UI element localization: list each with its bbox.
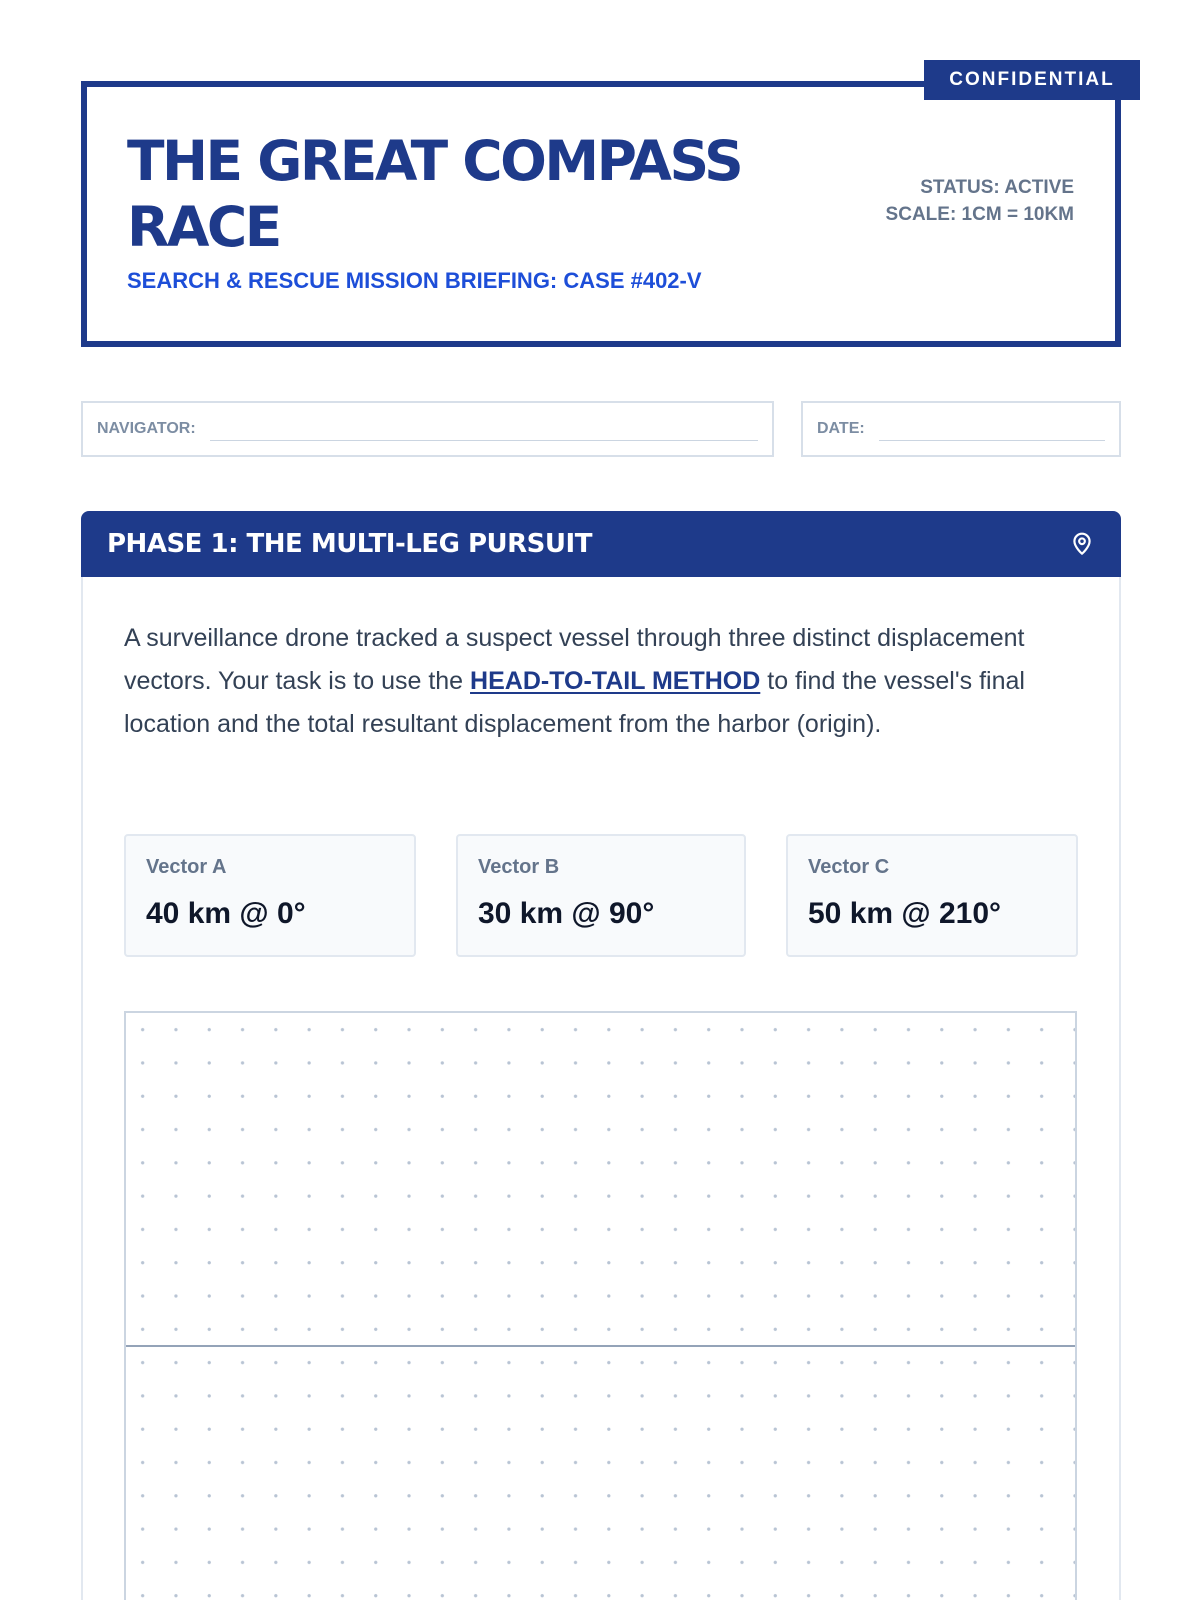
date-label: DATE: — [817, 420, 865, 437]
status-text: STATUS: ACTIVE — [920, 177, 1074, 198]
navigator-field[interactable] — [81, 401, 774, 457]
vector-c-label: Vector C — [808, 856, 890, 878]
status-block — [854, 174, 1074, 228]
vector-b-value: 30 km @ 90° — [478, 897, 655, 930]
vector-b-card — [456, 834, 746, 957]
intro-text-start: A surveillance drone tracked a suspect vessel through three distinct displacement vectors. Your task is to use the — [124, 624, 1025, 695]
scale-text: SCALE: 1CM = 10KM — [885, 204, 1074, 225]
navigator-input-line[interactable] — [210, 440, 758, 441]
phase-1-title: PHASE 1: THE MULTI-LEG PURSUIT — [107, 529, 592, 559]
intro-text-end: to find the vessel's final location and the total resultant displacement from the harbor (origin). — [124, 667, 1025, 738]
vector-c-value: 50 km @ 210° — [808, 897, 1002, 930]
head-to-tail-method-highlight: HEAD-TO-TAIL METHOD — [470, 667, 761, 695]
phase-1-intro — [124, 617, 1059, 746]
vector-c-card — [786, 834, 1078, 957]
phase-1-header — [81, 511, 1121, 577]
date-field[interactable] — [801, 401, 1121, 457]
mission-subtitle: SEARCH & RESCUE MISSION BRIEFING: CASE #402-V — [127, 268, 702, 293]
vector-a-card — [124, 834, 416, 957]
date-input-line[interactable] — [879, 440, 1105, 441]
navigator-label: NAVIGATOR: — [97, 420, 196, 437]
map-pin-icon — [1069, 531, 1095, 557]
vector-a-label: Vector A — [146, 856, 227, 878]
vector-a-value: 40 km @ 0° — [146, 897, 306, 930]
confidential-badge: CONFIDENTIAL — [924, 60, 1140, 100]
vector-plot-grid[interactable] — [124, 1011, 1077, 1600]
vector-b-label: Vector B — [478, 856, 560, 878]
horizontal-axis-line — [126, 1345, 1075, 1347]
document-title: THE GREAT COMPASS RACE — [127, 129, 742, 259]
